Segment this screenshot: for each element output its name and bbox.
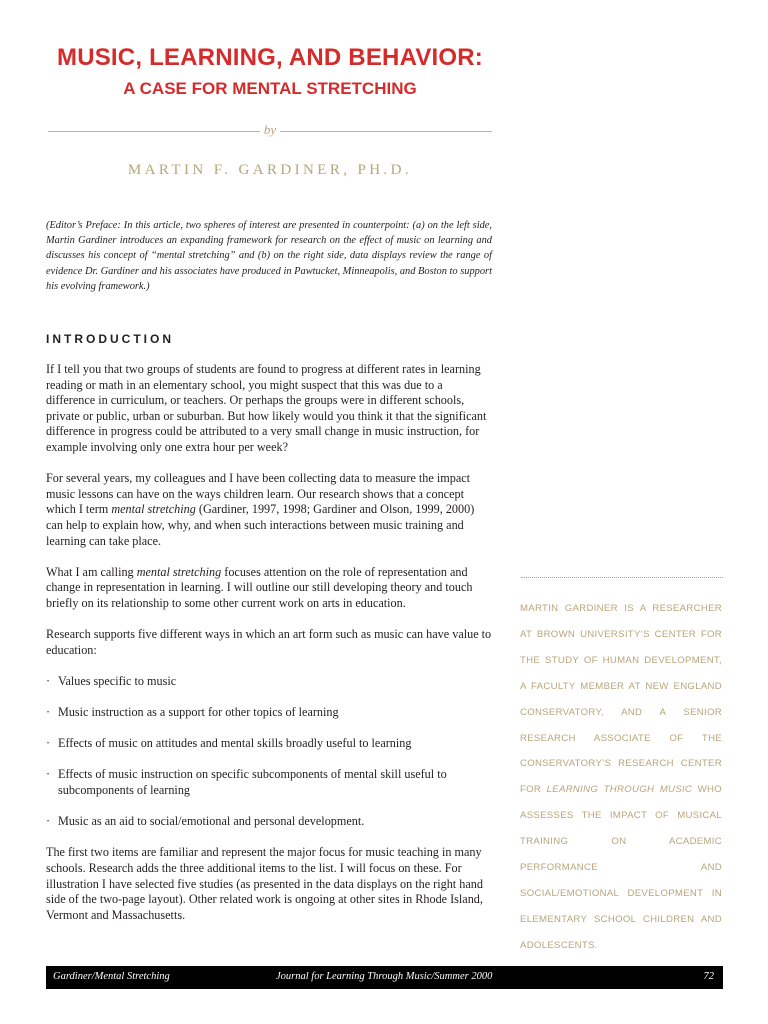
- paragraph-4: Research supports five different ways in which an art form such as music can have value to education:: [46, 627, 492, 657]
- list-item: · Effects of music on attitudes and mental skills broadly useful to learning: [46, 736, 412, 751]
- byline-divider: [48, 122, 492, 140]
- list-item: · Music instruction as a support for other topics of learning: [46, 705, 339, 720]
- divider-line-left: [48, 131, 260, 132]
- list-item: · Effects of music instruction on specific subcomponents of mental skill useful to subcomponents of learning: [46, 767, 447, 798]
- article-subtitle: A CASE FOR MENTAL STRETCHING: [123, 79, 417, 98]
- term-mental-stretching: mental stretching: [111, 502, 196, 517]
- page-footer: [46, 966, 723, 989]
- paragraph-2: For several years, my colleagues and I have been collecting data to measure the impact music lessons can have on the ways children learn. Our research shows that a concept which I term mental stretching (Gardiner, 1997, 1998; Gardiner and Olson, 1999, 2000) can help to explain how, why, and when such interactions between music training and learning can take place.: [46, 471, 475, 548]
- list-item: · Music as an aid to social/emotional and personal development.: [46, 814, 365, 829]
- list-item: · Values specific to music: [46, 673, 177, 688]
- paragraph-1: If I tell you that two groups of students are found to progress at different rates in learning reading or math in an elementary school, you might suspect that this was due to a difference in curriculum, or teachers. Or perhaps the groups were in different schools, private or public, urban or suburban. But how likely would you think it that the significant difference in progress could be attributed to a very small change in music instruction, for example involving only one extra hour per week?: [46, 362, 487, 454]
- bullet-dot: ·: [46, 705, 51, 720]
- author-bio-sidebar: MARTIN GARDINER IS A RESEARCHER AT BROWN UNIVERSITY’S CENTER FOR THE STUDY OF HUMAN DEVELOPMENT, A FACULTY MEMBER AT NEW ENGLAND CONSERVATORY, AND A SENIOR RESEARCH ASSOCIATE OF THE CONSERVATORY’S RESEARCH CENTER FOR LEARNING THROUGH MUSIC WHO ASSESSES THE IMPACT OF MUSICAL TRAINING ON ACADEMIC PERFORMANCE AND SOCIAL/EMOTIONAL DEVELOPMENT IN ELEMENTARY SCHOOL CHILDREN AND ADOLESCENTS.: [520, 603, 723, 951]
- paragraph-5: The first two items are familiar and represent the major focus for music teaching in many schools. Research adds the three additional items to the list. I will focus on these. For illustration I have selected five studies (as presented in the data displays on the right hand side of the two-page layout). Other related work is ongoing at other sites in Rhode Island, Vermont and Massachusetts.: [46, 845, 483, 922]
- sidebar-divider: [521, 577, 723, 578]
- divider-line-right: [280, 131, 492, 132]
- value-list: [46, 674, 492, 830]
- footer-journal: Journal for Learning Through Music/Summer 2000: [276, 971, 493, 982]
- bullet-dot: ·: [46, 767, 51, 782]
- program-name: LEARNING THROUGH MUSIC: [546, 784, 693, 796]
- footer-running-head: Gardiner/Mental Stretching: [53, 971, 170, 982]
- term-mental-stretching: mental stretching: [136, 564, 222, 579]
- body-column: [46, 362, 492, 939]
- page-number: 72: [703, 971, 714, 982]
- bullet-dot: ·: [46, 814, 51, 829]
- bullet-dot: ·: [46, 736, 51, 751]
- section-heading: INTRODUCTION: [46, 332, 174, 346]
- article-title: MUSIC, LEARNING, AND BEHAVIOR:: [57, 44, 483, 71]
- author-name: MARTIN F. GARDINER, PH.D.: [127, 162, 413, 178]
- editors-preface: (Editor’s Preface: In this article, two spheres of interest are presented in counterpoint: (a) on the left side, Martin Gardiner introduces an expanding framework for research on the effect of music on learning and discusses his concept of “mental stretching” and (b) on the right side, data displays review the range of evidence Dr. Gardiner and his associates have produced in Pawtucket, Minneapolis, and Boston to support his evolving framework.): [46, 220, 492, 292]
- by-word: by: [263, 122, 277, 137]
- bullet-dot: ·: [46, 673, 51, 688]
- paragraph-3: What I am calling mental stretching focuses attention on the role of representation and change in representation in learning. I will outline our still developing theory and touch briefly on its relationship to some other current work on arts in education.: [46, 564, 473, 610]
